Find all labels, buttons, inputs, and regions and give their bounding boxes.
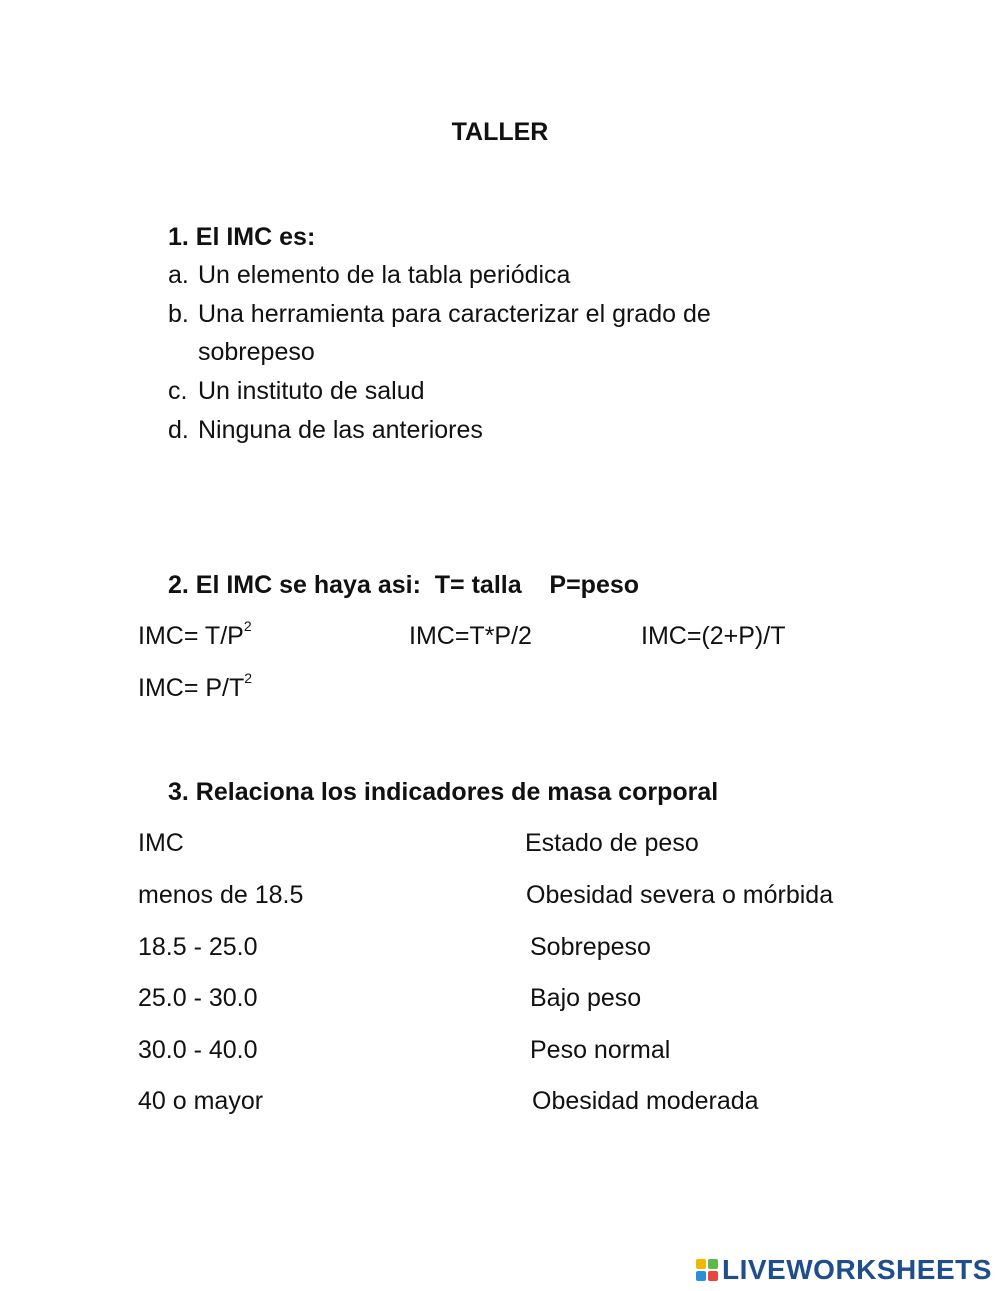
worksheet-title: TALLER [451, 118, 549, 146]
question-1-option-b [168, 300, 711, 329]
weight-status-item: Peso normal [530, 1036, 671, 1064]
formula-option-2 [409, 622, 532, 651]
option-text: Ninguna de las anteriores [198, 416, 483, 444]
formula-exponent: 2 [243, 618, 252, 634]
imc-range-item: 40 o mayor [138, 1087, 264, 1115]
option-marker: b. [168, 300, 189, 328]
formula-option-1 [138, 618, 252, 651]
question-1-option-a [168, 261, 570, 290]
option-text: Una herramienta para caracterizar el grado de [198, 300, 711, 328]
imc-column-header: IMC [138, 829, 184, 857]
weight-status-item: Sobrepeso [530, 933, 651, 961]
option-marker: c. [168, 377, 188, 405]
option-text: Un instituto de salud [198, 377, 425, 405]
formula-base: IMC=T*P/2 [409, 622, 532, 650]
logo-text: LIVEWORKSHEETS [722, 1254, 992, 1285]
question-1-option-d [168, 416, 483, 445]
logo-square [708, 1259, 718, 1269]
imc-range-item: 25.0 - 30.0 [138, 984, 258, 1012]
imc-range-item: 18.5 - 25.0 [138, 933, 258, 961]
logo-squares-icon [696, 1259, 718, 1281]
question-1-option-b-continuation: sobrepeso [198, 338, 315, 366]
weight-status-item: Obesidad severa o mórbida [526, 881, 834, 909]
question-1-heading: 1. El IMC es: [168, 223, 316, 251]
weight-status-item: Obesidad moderada [532, 1087, 759, 1115]
weight-status-column-header: Estado de peso [525, 829, 699, 857]
logo-square [708, 1271, 718, 1281]
question-3-heading: 3. Relaciona los indicadores de masa corporal [168, 778, 719, 806]
liveworksheets-logo [696, 1254, 992, 1286]
formula-option-3 [641, 622, 785, 651]
formula-base: IMC= P/T [138, 674, 245, 702]
formula-exponent: 2 [244, 670, 253, 686]
formula-base: IMC= T/P [138, 622, 244, 650]
formula-option-4 [138, 670, 253, 703]
weight-status-item: Bajo peso [530, 984, 642, 1012]
option-marker: d. [168, 416, 189, 444]
logo-square [696, 1259, 706, 1269]
formula-base: IMC=(2+P)/T [641, 622, 786, 650]
option-marker: a. [168, 261, 189, 289]
logo-square [696, 1271, 706, 1281]
imc-range-item: menos de 18.5 [138, 881, 304, 909]
option-text: Un elemento de la tabla periódica [198, 261, 571, 289]
question-2-heading: 2. El IMC se haya asi: T= talla P=peso [168, 571, 640, 599]
question-1-option-c [168, 377, 425, 406]
imc-range-item: 30.0 - 40.0 [138, 1036, 258, 1064]
